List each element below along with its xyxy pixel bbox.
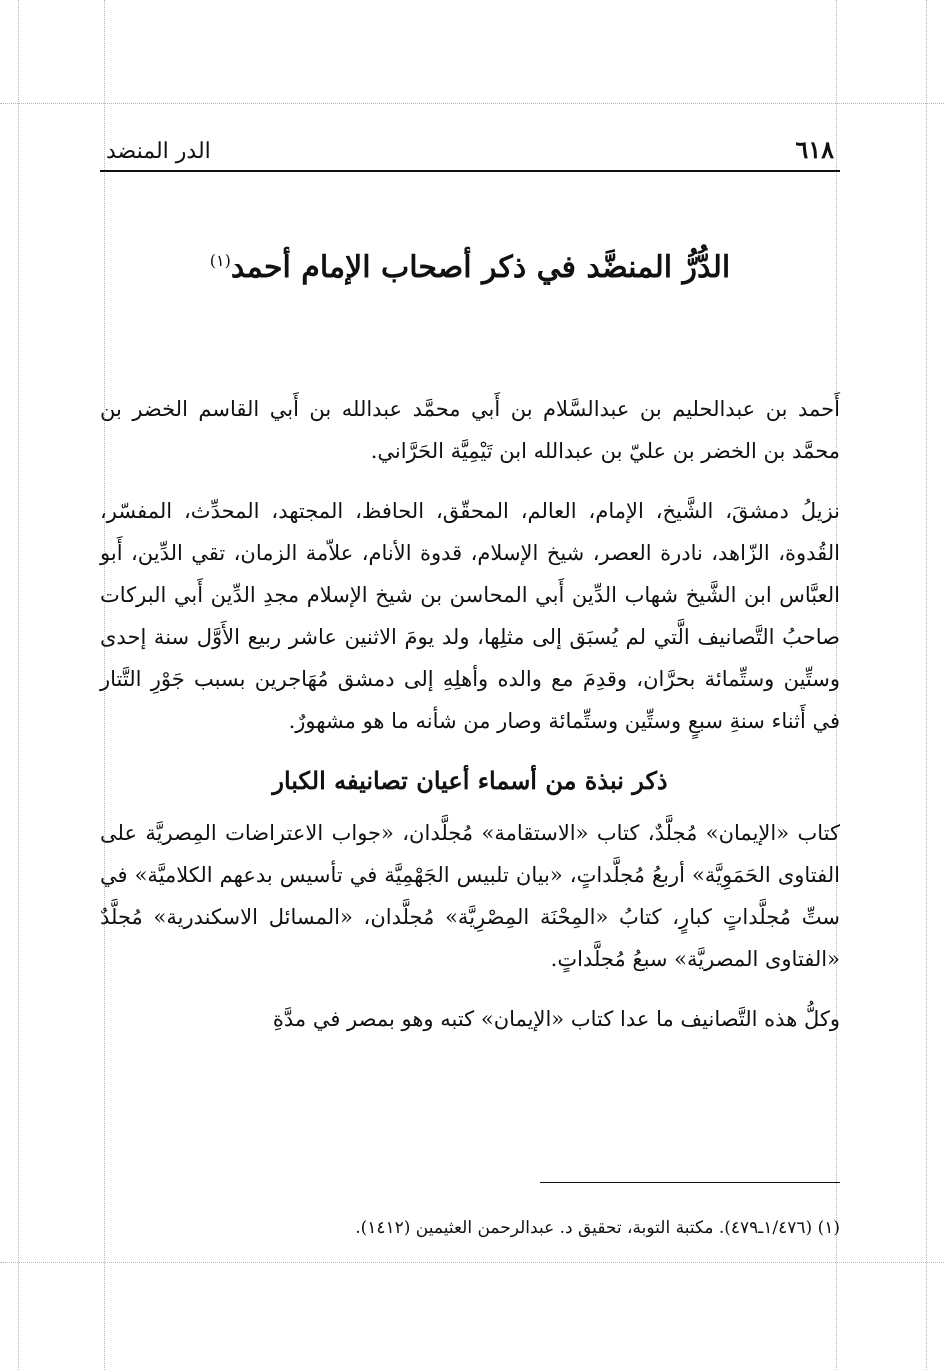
scan-guide-right [926,0,927,1370]
scan-guide-left [18,0,19,1370]
title-footnote-marker: (١) [209,251,231,270]
book-title: الدر المنضد [106,139,211,164]
chapter-title-text: الدُّرُّ المنضَّد في ذكر أصحاب الإمام أحمد [230,250,731,285]
footnote-divider [540,1182,840,1183]
paragraph-continuation: وكلُّ هذه التَّصانيف ما عدا كتاب «الإيمان» كتبه وهو بمصر في مدَّةِ [272,1007,840,1031]
page-number: ٦١٨ [795,135,834,164]
paragraph-works: كتاب «الإيمان» مُجلَّدٌ، كتاب «الاستقامة» مُجلَّدان، «جواب الاعتراضات المِصريَّة على الفتاوى الحَمَوِيَّة» أربعُ مُجلَّداتٍ، «بيان تلبيس الجَهْمِيَّة في تأسيس بدعهم الكلاميَّة» في ستِّ مُجلَّداتٍ كبارٍ، كتابُ «المِحْنَة المِصْرِيَّة» مُجلَّدان، «المسائل الاسكندرية» مُجلَّدٌ «الفتاوى المصريَّة» سبعُ مُجلَّداتٍ. [100,821,840,971]
chapter-title [100,250,840,285]
section-heading: ذكر نبذة من أسماء أعيان تصانيفه الكبار [272,766,668,795]
body-text [100,388,840,1058]
running-header [100,130,840,172]
footnote: (١) (١/٤٧٦ـ٤٧٩). مكتبة التوبة، تحقيق د. عبدالرحمن العثيمين (١٤١٢). [355,1218,840,1238]
paragraph-lineage: أَحمد بن عبدالحليم بن عبدالسَّلام بن أَبي محمَّد عبدالله بن أَبي القاسم الخضر بن محمَّد بن الخضر بن عليّ بن عبدالله ابن تَيْمِيَّة الحَرَّاني. [100,397,840,463]
paragraph-biography: نزيلُ دمشقَ، الشَّيخ، الإمام، العالم، المحقّق، الحافظ، المجتهد، المحدِّث، المفسّر، القُدوة، الزّاهد، نادرة العصر، شيخ الإسلام، قدوة الأنام، علاّمة الزمان، تقي الدِّين، أَبو العبَّاس ابن الشَّيخ شهاب الدِّين أَبي المحاسن بن شيخ الإسلام مجدِ الدِّين أَبي البركات صاحبُ التَّصانيف الَّتي لم يُسبَق إلى مثلِها، ولد يومَ الاثنين عاشر ربيع الأَوَّل سنة إحدى وستِّين وستِّمائة بحرَّان، وقدِمَ مع والده وأهلِهِ إلى دمشق مُهَاجرين بسبب جَوْرِ التَّتار في أَثناء سنةِ سبعٍ وستِّين وستِّمائة وصار من شأنه ما هو مشهورٌ. [100,499,840,733]
book-page [100,0,840,1370]
